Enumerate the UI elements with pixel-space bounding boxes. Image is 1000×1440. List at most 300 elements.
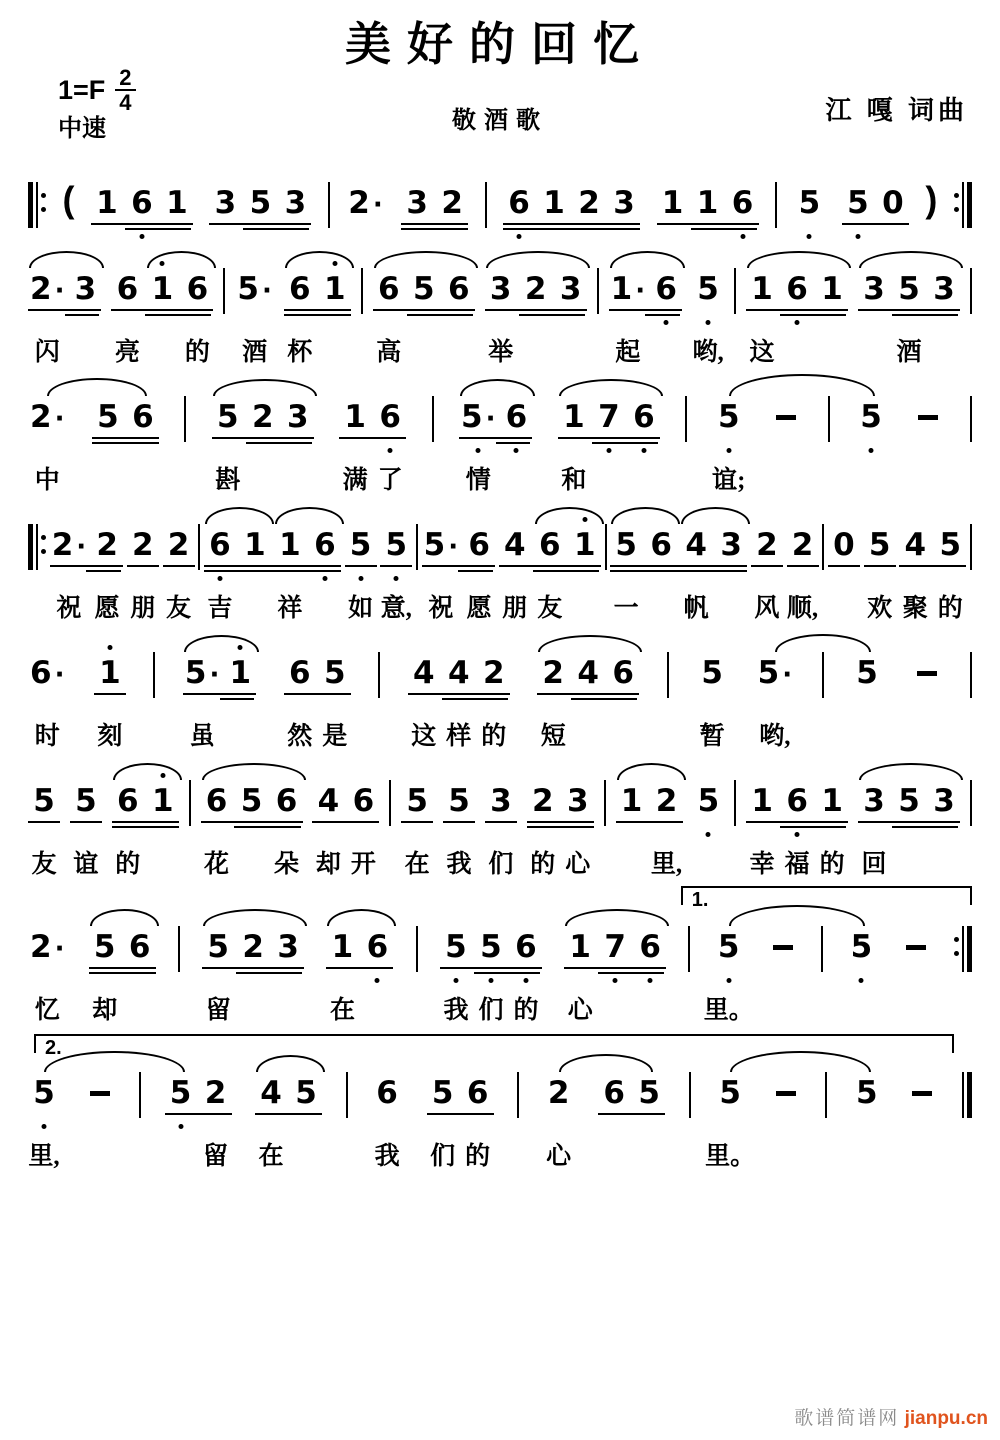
lyric-syllable: 我: [374, 1143, 400, 1170]
repeat-dot: [41, 535, 46, 540]
underline: [787, 565, 819, 567]
volta-bracket: [34, 1034, 954, 1059]
note-digit: 6: [603, 1075, 625, 1111]
beam-group: [209, 184, 311, 232]
beam-group: [212, 398, 314, 494]
note: [286, 654, 314, 750]
note-digit: 5: [847, 185, 869, 221]
beam-group: [440, 928, 542, 1024]
beam-group: [770, 1074, 802, 1122]
note-digit: 5: [93, 929, 116, 965]
underline-2: [503, 228, 640, 230]
note-digit: 1: [821, 783, 843, 819]
note: [529, 782, 557, 878]
low-octave-dot: [613, 978, 618, 983]
underline: [499, 565, 601, 567]
underline: [609, 309, 682, 311]
underline-2: [592, 442, 658, 444]
barline-stroke: [734, 268, 736, 314]
underline: [204, 565, 341, 567]
barline-stroke: [970, 268, 972, 314]
underline-2: [474, 972, 540, 974]
slur-arc: [205, 507, 274, 524]
note-digit: 1: [569, 929, 591, 965]
note: [445, 782, 473, 878]
underline-2: [527, 826, 594, 828]
low-octave-dot: [523, 978, 528, 983]
repeat-dot: [954, 207, 959, 212]
note: [206, 526, 234, 622]
note-digit: 1: [324, 271, 346, 307]
note: [30, 654, 65, 750]
barline-stroke: [432, 396, 434, 442]
note: [214, 398, 242, 494]
note-digit: 6: [377, 271, 400, 307]
lyric-syllable: 朋: [502, 595, 528, 622]
note: [539, 654, 567, 750]
music-line: [28, 158, 972, 244]
note: [274, 928, 302, 966]
underline-2: [519, 314, 585, 316]
lyric-syllable: 风: [754, 595, 780, 622]
note: [914, 398, 942, 436]
barline: [821, 926, 823, 972]
note: [126, 928, 154, 966]
beam-group: [906, 1074, 938, 1122]
beam-group: [564, 928, 666, 1024]
lyric-syllable: 哟,: [759, 723, 791, 750]
note-digit: 2: [132, 527, 154, 563]
note: [246, 184, 274, 222]
lyric-syllable: 的: [465, 1143, 491, 1170]
note: [71, 270, 99, 308]
beam-group: [746, 270, 848, 366]
note: [650, 782, 683, 878]
note-digit: 5: [638, 1075, 660, 1111]
beam-group: [373, 270, 475, 366]
note: [349, 782, 377, 878]
note: [238, 782, 266, 820]
beam-group: [616, 782, 683, 878]
beam-group: [371, 1074, 403, 1170]
time-signature-numerator: 2: [115, 66, 135, 91]
note-digit: 2: [167, 527, 190, 563]
slur-arc: [460, 379, 535, 396]
note: [564, 782, 592, 878]
note: [487, 782, 515, 878]
note: [273, 782, 301, 878]
note: [636, 928, 664, 966]
underline: [373, 309, 475, 311]
note-digit: 5: [448, 783, 470, 819]
slur-arc: [559, 379, 663, 396]
note-digit: 5: [33, 783, 55, 819]
lyric-syllable: 开: [350, 851, 376, 878]
note-digit: 5: [216, 399, 239, 435]
underline: [326, 967, 393, 969]
underline: [89, 967, 156, 969]
underline: [163, 565, 195, 567]
barline: [328, 182, 330, 228]
note: [652, 270, 680, 308]
barline-stroke: [821, 926, 823, 972]
note: [149, 782, 177, 820]
slur-arc: [256, 1055, 325, 1072]
lyric-syllable: 的: [184, 339, 210, 366]
slur-arc: [747, 251, 851, 268]
underline-2: [533, 570, 599, 572]
barline: [189, 780, 191, 826]
note-digit: 1: [344, 399, 366, 435]
note-digit: 2 ·: [51, 527, 87, 563]
slur-arc: [611, 507, 680, 524]
barline-stroke: [967, 1072, 972, 1118]
note: [659, 184, 687, 222]
beam-group: [28, 1074, 60, 1170]
barline: [822, 652, 824, 698]
slur-arc: [681, 507, 750, 524]
note-digit: 5: [295, 1075, 317, 1111]
lyric-syllable: 斟: [215, 467, 241, 494]
beam-group: [408, 654, 510, 750]
note: [380, 526, 412, 622]
lyric-syllable: 祝: [56, 595, 82, 622]
beam-group: [793, 184, 825, 232]
barline: [198, 524, 200, 570]
volta-label: 2.: [45, 1037, 62, 1059]
beam-group: [858, 270, 960, 366]
lyric-syllable: 了: [377, 467, 403, 494]
lyric-syllable: 哟,: [692, 339, 724, 366]
low-octave-dot: [217, 576, 222, 581]
note: [595, 398, 623, 436]
underline: [610, 565, 747, 567]
note: [438, 184, 466, 222]
parenthesis: (: [62, 179, 75, 220]
barline-stroke: [962, 182, 964, 228]
lyric-syllable: 时: [34, 723, 60, 750]
music-line: [28, 244, 972, 372]
underline-2: [236, 972, 302, 974]
barline-stroke: [689, 1072, 691, 1118]
beam-group: [527, 782, 594, 878]
underline: [485, 821, 517, 823]
note-digit: 7: [604, 929, 626, 965]
note-digit: 6: [447, 271, 470, 307]
note-digit: 2: [578, 185, 600, 221]
beam-group: [28, 782, 60, 878]
beam-group: [183, 654, 256, 750]
barline-stroke: [378, 652, 380, 698]
note-digit: 1: [166, 185, 188, 221]
note-digit: 1: [99, 655, 121, 691]
low-octave-dot: [648, 978, 653, 983]
note: [902, 928, 930, 966]
underline: [209, 223, 311, 225]
key-signature: 1=F: [58, 74, 106, 105]
beam-group: [499, 526, 601, 622]
watermark: [794, 1403, 988, 1430]
note-digit: 6: [786, 271, 808, 307]
notes-row: [28, 244, 972, 366]
lyric-syllable: 谊: [73, 851, 99, 878]
note-digit: 2: [251, 399, 274, 435]
note: [376, 398, 404, 494]
note: [502, 398, 530, 436]
dash-note: [906, 945, 926, 950]
note-digit: 5: [717, 929, 740, 965]
barline-stroke: [189, 780, 191, 826]
note: [403, 782, 431, 878]
slur-arc: [535, 507, 604, 524]
beam-group: [855, 398, 887, 446]
underline: [485, 309, 587, 311]
note: [114, 782, 142, 878]
lyric-syllable: 幸: [749, 851, 775, 878]
dash-note: [918, 415, 938, 420]
barline-stroke: [139, 1072, 141, 1118]
lyric-syllable: 我: [446, 851, 472, 878]
beam-group: [543, 1074, 575, 1170]
note: [410, 270, 438, 308]
barline-stroke: [223, 268, 225, 314]
beam-group: [746, 782, 848, 878]
barline-stroke: [389, 780, 391, 826]
underline: [91, 223, 193, 225]
music-line: [28, 372, 972, 500]
note-digit: 1: [244, 527, 266, 563]
note: [757, 654, 793, 750]
note-digit: 2 ·: [30, 271, 65, 307]
note: [93, 526, 121, 622]
note-digit: 1: [620, 783, 643, 819]
beam-group: [842, 184, 909, 232]
note: [249, 398, 277, 436]
note: [748, 782, 776, 878]
beam-group: [692, 270, 724, 366]
beam-group: [657, 184, 759, 232]
underline-2: [892, 826, 958, 828]
note: [477, 928, 505, 1024]
barline: [605, 524, 607, 570]
note: [91, 928, 119, 1024]
note-digit: 6: [655, 271, 677, 307]
low-octave-dot: [641, 448, 646, 453]
note-digit: 5: [855, 1075, 878, 1111]
barline: [970, 268, 972, 314]
note-digit: 6: [352, 783, 375, 819]
barline: [139, 1072, 141, 1118]
note: [895, 782, 923, 820]
note-digit: 2: [756, 527, 778, 563]
repeat-dot: [954, 193, 959, 198]
beam-group: [692, 782, 724, 830]
note: [30, 270, 65, 366]
note-digit: 2: [655, 783, 678, 819]
underline: [746, 309, 848, 311]
note: [717, 526, 745, 564]
underline: [598, 1113, 665, 1115]
barline-stroke: [605, 524, 607, 570]
beam-group: [503, 184, 640, 232]
note-digit: 1 ·: [610, 271, 646, 307]
note-digit: 5: [697, 783, 720, 819]
lyric-syllable: 的: [530, 851, 556, 878]
note-digit: 2: [96, 527, 118, 563]
beam-group: [401, 184, 468, 232]
note-digit: 6: [633, 399, 655, 435]
note-digit: 6: [275, 783, 298, 819]
note: [341, 398, 369, 494]
dash-note: [912, 1091, 932, 1096]
note: [545, 1074, 573, 1170]
music-line: [28, 500, 972, 628]
note-digit: 2: [482, 655, 505, 691]
lyric-syllable: 里。: [705, 1143, 756, 1170]
barline-stroke: [734, 780, 736, 826]
note-digit: 3: [933, 783, 955, 819]
lyric-syllable: 暂: [699, 723, 725, 750]
note: [311, 526, 339, 564]
beam-group: [345, 526, 377, 622]
note-digit: 1: [543, 185, 565, 221]
note: [694, 782, 722, 820]
note: [373, 1074, 401, 1170]
begin-repeat-barline: [28, 182, 46, 228]
slur-arc: [147, 251, 216, 268]
note-digit: 1: [96, 185, 118, 221]
note-digit: 6: [366, 929, 389, 965]
note: [148, 270, 176, 308]
barline-stroke: [688, 926, 690, 972]
low-octave-dot: [178, 1124, 183, 1129]
underline: [616, 821, 683, 823]
barline-stroke: [962, 926, 964, 972]
underline: [657, 223, 759, 225]
note: [211, 184, 239, 222]
beam-group: [828, 526, 860, 574]
barline-stroke: [28, 182, 33, 228]
beam-group: [201, 782, 303, 878]
underline-2: [220, 698, 255, 700]
note: [930, 782, 958, 820]
low-octave-dot: [740, 234, 745, 239]
low-octave-dot: [322, 576, 327, 581]
lyric-syllable: 朵: [273, 851, 300, 878]
note: [30, 398, 65, 494]
note: [783, 782, 811, 878]
barline: [378, 652, 380, 698]
slur-arc: [29, 251, 104, 268]
note: [375, 270, 403, 366]
note-digit: 2: [531, 783, 554, 819]
slur-arc: [327, 909, 396, 926]
barline-stroke: [517, 1072, 519, 1118]
note-digit: 2: [791, 527, 814, 563]
underline: [408, 693, 510, 695]
lyric-syllable: 却: [315, 851, 341, 878]
time-signature-denominator: 4: [119, 90, 132, 116]
note: [30, 928, 65, 1024]
underline: [94, 693, 126, 695]
low-octave-dot: [807, 234, 812, 239]
note-digit: 0: [882, 185, 904, 221]
lyric-syllable: 中: [34, 467, 60, 494]
lyric-syllable: 如: [348, 595, 374, 622]
slur-arc: [859, 251, 963, 268]
lyric-syllable: 意,: [380, 595, 412, 622]
underline-2: [284, 314, 351, 316]
beam-group: [899, 526, 966, 622]
beam-group: [851, 1074, 883, 1122]
note-digit: 5: [615, 527, 637, 563]
note: [286, 270, 314, 366]
music-line: [28, 884, 972, 1030]
underline-2: [86, 570, 121, 572]
low-octave-dot: [476, 448, 481, 453]
lyric-syllable: 一: [613, 595, 639, 622]
beam-group: [845, 928, 877, 976]
note: [857, 398, 885, 436]
note-digit: 1: [279, 527, 301, 563]
note-digit: 4: [260, 1075, 282, 1111]
note: [96, 654, 124, 750]
beam-group: [537, 654, 639, 750]
note: [328, 928, 356, 1024]
beam-group: [312, 782, 379, 878]
barline: [361, 268, 363, 314]
lyric-syllable: 亮: [114, 339, 140, 366]
lyric-syllable: 里。: [703, 997, 754, 1024]
note: [442, 928, 470, 1024]
note-digit: 6: [379, 399, 401, 435]
note: [610, 270, 646, 366]
barline-stroke: [184, 396, 186, 442]
underline-2: [65, 314, 100, 316]
beam-group: [91, 184, 193, 232]
underline-2: [89, 972, 156, 974]
note: [769, 928, 797, 966]
barline: [970, 652, 972, 698]
underline: [443, 821, 475, 823]
note: [410, 654, 438, 750]
underline: [527, 821, 594, 823]
note: [202, 1074, 230, 1170]
note: [505, 184, 533, 222]
beam-group: [28, 270, 101, 366]
note-digit: 5 ·: [423, 527, 459, 563]
song-title: 美好的回忆: [345, 19, 655, 70]
note-digit: 6 ·: [30, 655, 65, 691]
barline-stroke: [970, 652, 972, 698]
note: [571, 526, 599, 564]
slur-arc: [113, 763, 182, 780]
underline: [112, 821, 179, 823]
beam-group: [767, 928, 799, 976]
underline: [401, 223, 468, 225]
watermark-site-name: 歌谱简谱网: [794, 1408, 900, 1429]
note-digit: 7: [598, 399, 620, 435]
note-digit: 5: [33, 1075, 55, 1111]
beam-group: [401, 782, 433, 878]
low-octave-dot: [388, 448, 393, 453]
note-digit: 4: [685, 527, 707, 563]
note-digit: 3: [720, 527, 742, 563]
slur-arc: [184, 635, 259, 652]
underline-2: [458, 570, 493, 572]
note: [566, 928, 594, 1024]
barline: [734, 268, 736, 314]
